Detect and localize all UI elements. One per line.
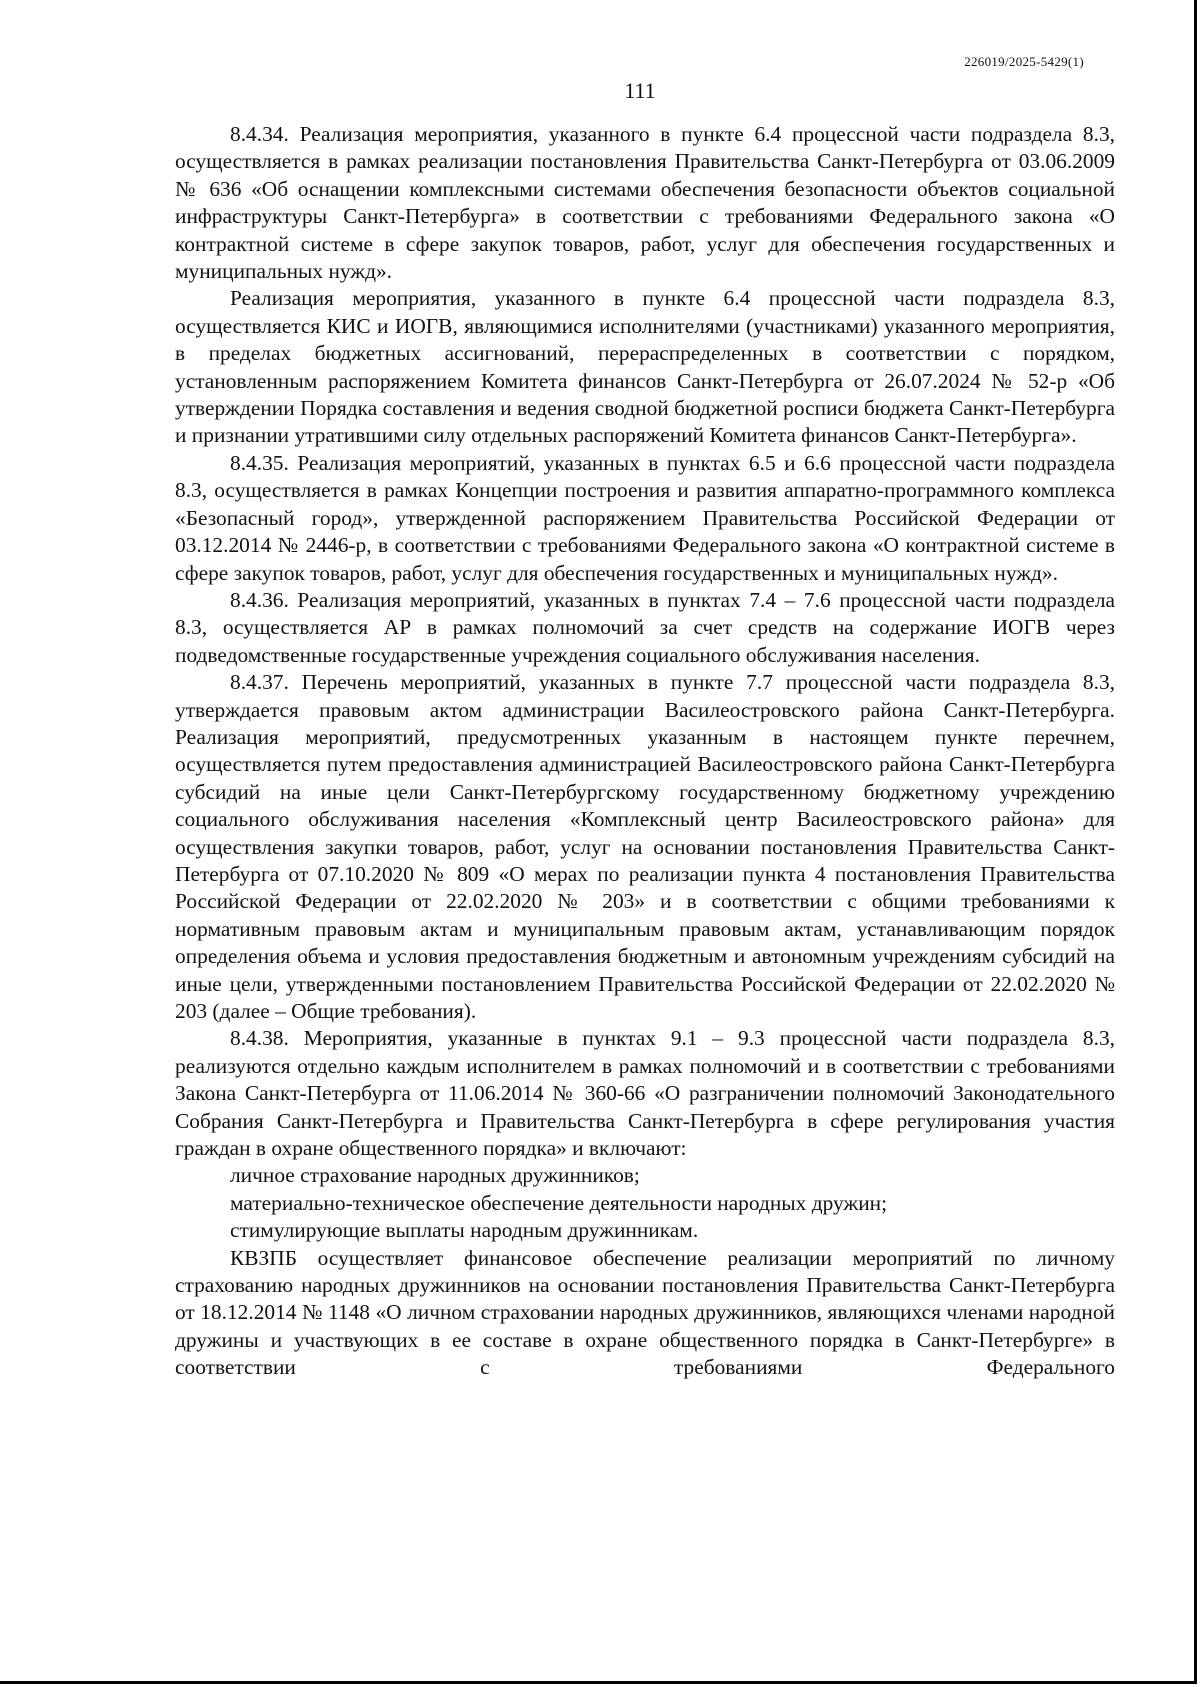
page-number: 111 bbox=[624, 78, 656, 103]
paragraph-8-4-35: 8.4.35. Реализация мероприятий, указанных в пунктах 6.5 и 6.6 процессной части подраздела 8.3, осуществляется в рамках Концепции построения и развития аппаратно-программного комплекса «Безопасный город», утвержденной распоряжением Правительства Российской Федерации от 03.12.2014 № 2446-р, в соответствии с требованиями Федерального закона «О контрактной системе в сфере закупок товаров, работ, услуг для обеспечения государственных и муниципальных нужд». bbox=[175, 450, 1115, 585]
paragraph-8-4-36: 8.4.36. Реализация мероприятий, указанных в пунктах 7.4 – 7.6 процессной части подраздела 8.3, осуществляется АР в рамках полномочий за счет средств на содержание ИОГВ через подведомственные государственные учреждения социального обслуживания населения. bbox=[175, 587, 1115, 667]
document-body bbox=[175, 121, 1115, 1382]
paragraph-8-4-37: 8.4.37. Перечень мероприятий, указанных в пункте 7.7 процессной части подраздела 8.3, утверждается правовым актом администрации Василеостровского района Санкт-Петербурга. Реализация мероприятий, предусмотренных указанным в настоящем пункте перечнем, осуществляется путем предоставления администрацией Василеостровского района Санкт-Петербурга субсидий на иные цели Санкт-Петербургскому государственному бюджетному учреждению социального обслуживания населения «Комплексный центр Василеостровского района» для осуществления закупки товаров, работ, услуг на основании постановления Правительства Санкт-Петербурга от 07.10.2020 № 809 «О мерах по реализации пункта 4 постановления Правительства Российской Федерации от 22.02.2020 № 203» и в соответствии с общими требованиями к нормативным правовым актам и муниципальным правовым актам, устанавливающим порядок определения объема и условия предоставления бюджетным и автономным учреждениям субсидий на иные цели, утвержденными постановлением Правительства Российской Федерации от 22.02.2020 № 203 (далее – Общие требования). bbox=[175, 670, 1115, 1023]
paragraph-8-4-34: 8.4.34. Реализация мероприятия, указанного в пункте 6.4 процессной части подраздела 8.3, осуществляется в рамках реализации постановления Правительства Санкт-Петербурга от 03.06.2009 № 636 «Об оснащении комплексными системами обеспечения безопасности объектов социальной инфраструктуры Санкт-Петербурга» в соответствии с требованиями Федерального закона «О контрактной системе в сфере закупок товаров, работ, услуг для обеспечения государственных и муниципальных нужд». bbox=[175, 122, 1115, 284]
list-item: личное страхование народных дружинников; bbox=[230, 1163, 640, 1188]
document-id: 226019/2025-5429(1) bbox=[964, 54, 1084, 69]
paragraph-8-4-38: 8.4.38. Мероприятия, указанные в пунктах 9.1 – 9.3 процессной части подраздела 8.3, реализуются отдельно каждым исполнителем в рамках полномочий и в соответствии с требованиями Закона Санкт-Петербурга от 11.06.2014 № 360-66 «О разграничении полномочий Законодательного Собрания Санкт-Петербурга и Правительства Санкт-Петербурга в сфере регулирования участия граждан в охране общественного порядка» и включают: bbox=[175, 1026, 1115, 1161]
paragraph-implementation: Реализация мероприятия, указанного в пункте 6.4 процессной части подраздела 8.3, осуществляется КИС и ИОГВ, являющимися исполнителями (участниками) указанного мероприятия, в пределах бюджетных ассигнований, перераспределенных в соответствии с порядком, установленным распоряжением Комитета финансов Санкт-Петербурга от 26.07.2024 № 52-р «Об утверждении Порядка составления и ведения сводной бюджетной росписи бюджета Санкт-Петербурга и признании утратившими силу отдельных распоряжений Комитета финансов Санкт-Петербурга». bbox=[175, 286, 1115, 448]
paragraph-kvzpb: КВЗПБ осуществляет финансовое обеспечение реализации мероприятий по личному страхованию народных дружинников на основании постановления Правительства Санкт-Петербурга от 18.12.2014 № 1148 «О личном страховании народных дружинников, являющихся членами народной дружины и участвующих в ее составе в охране общественного порядка в Санкт-Петербурге» в соответствии с требованиями Федерального bbox=[175, 1245, 1115, 1380]
list-item: материально-техническое обеспечение деятельности народных дружин; bbox=[230, 1190, 888, 1215]
list-item: стимулирующие выплаты народным дружинникам. bbox=[230, 1218, 699, 1243]
